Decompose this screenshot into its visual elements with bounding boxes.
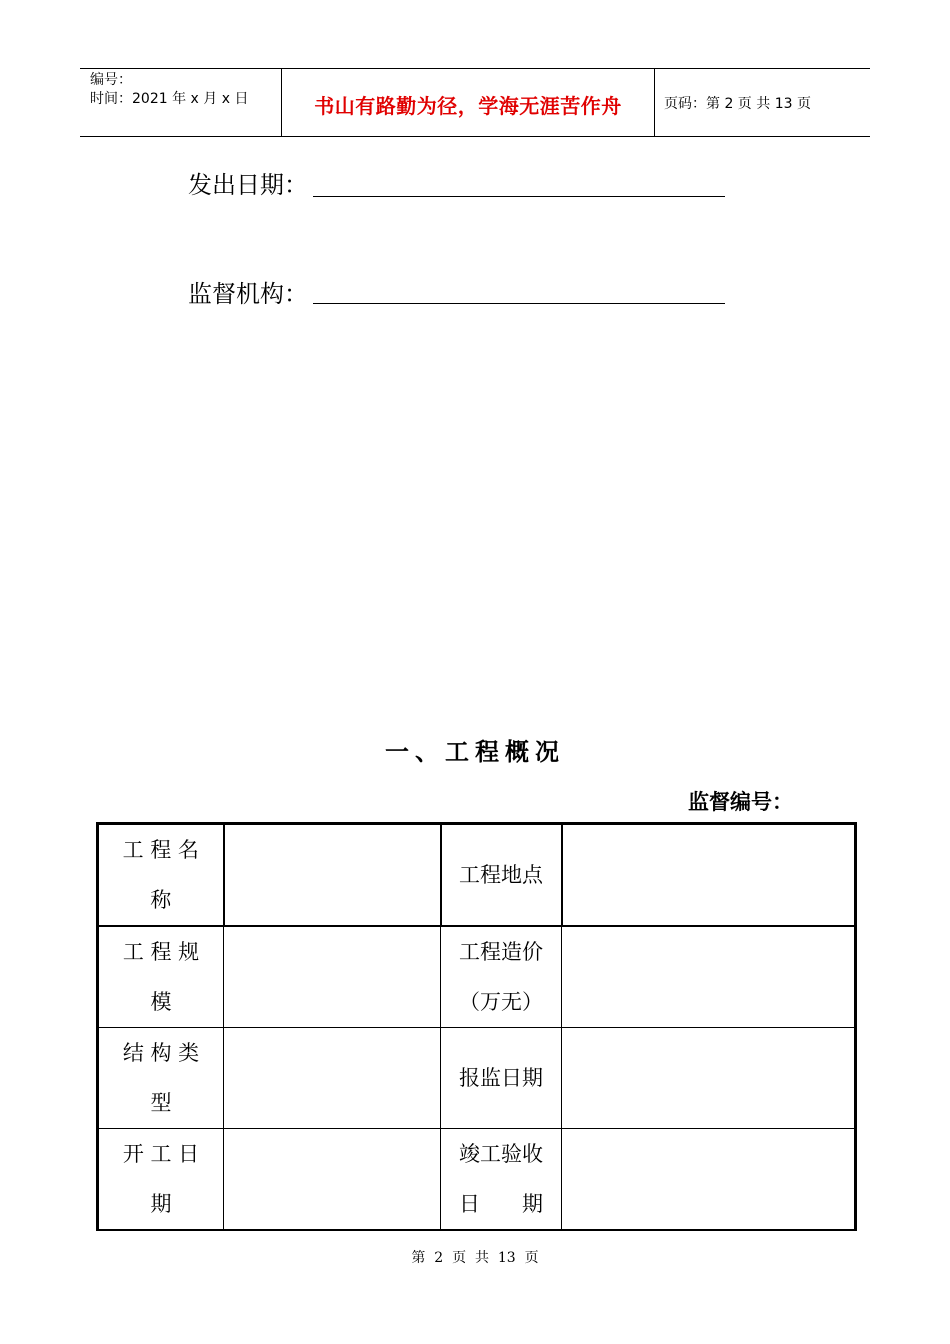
issue-date-line[interactable] [313, 196, 725, 197]
cell-label-line: 日 期 [459, 1192, 543, 1216]
table-label-cell [441, 1028, 562, 1129]
project-scale-value-cell[interactable] [224, 926, 441, 1028]
structure-type-value-cell[interactable] [224, 1028, 441, 1129]
cell-label-line: 型 [150, 1091, 172, 1115]
table-label-cell [98, 1028, 224, 1129]
cell-label-line: 开 工 日 [122, 1142, 200, 1166]
header-bottom-rule [80, 136, 870, 137]
header-number-label: 编号： [90, 72, 132, 88]
page-footer: 第 2 页 共 13 页 [411, 1250, 539, 1266]
table-row [98, 1129, 856, 1231]
header-time-label: 时间：2021 年 x 月 x 日 [90, 91, 249, 107]
table-label-cell [98, 1129, 224, 1231]
project-overview-table [96, 822, 857, 1231]
supervision-org-line[interactable] [313, 303, 725, 304]
table-label-cell [441, 926, 562, 1028]
table-row [98, 1028, 856, 1129]
cell-label-line: 工 程 规 [122, 940, 200, 964]
report-date-value-cell[interactable] [562, 1028, 856, 1129]
cell-label-line: （万无） [459, 990, 543, 1014]
header-page-label: 页码：第 2 页 共 13 页 [664, 96, 811, 112]
project-location-value-cell[interactable] [562, 824, 856, 927]
cell-label-line: 报监日期 [459, 1066, 543, 1090]
supervision-code-label: 监督编号： [688, 790, 793, 814]
cell-label-line: 竣工验收 [459, 1142, 543, 1166]
cell-label-line: 工程地点 [459, 863, 543, 887]
table-label-cell [98, 824, 224, 927]
cell-label-line: 称 [150, 888, 172, 912]
issue-date-label: 发出日期： [188, 171, 308, 199]
table-row [98, 824, 856, 927]
table-label-cell [441, 824, 562, 927]
header-top-rule [80, 68, 870, 69]
cell-label-line: 工 程 名 [122, 838, 199, 862]
project-name-value-cell[interactable] [224, 824, 441, 927]
table-row [98, 926, 856, 1028]
cell-label-line: 期 [150, 1192, 172, 1216]
cell-label-line: 工程造价 [459, 940, 543, 964]
header-motto: 书山有路勤为径，学海无涯苦作舟 [314, 94, 622, 118]
start-date-value-cell[interactable] [224, 1129, 441, 1231]
cell-label-line: 模 [150, 990, 172, 1014]
project-cost-value-cell[interactable] [562, 926, 856, 1028]
table-label-cell [98, 926, 224, 1028]
table-label-cell [441, 1129, 562, 1231]
supervision-org-label: 监督机构： [188, 280, 308, 308]
cell-label-line: 结 构 类 [122, 1041, 200, 1065]
completion-date-value-cell[interactable] [562, 1129, 856, 1231]
header-divider-right [654, 68, 655, 136]
section-title: 一、工程概况 [385, 738, 565, 766]
